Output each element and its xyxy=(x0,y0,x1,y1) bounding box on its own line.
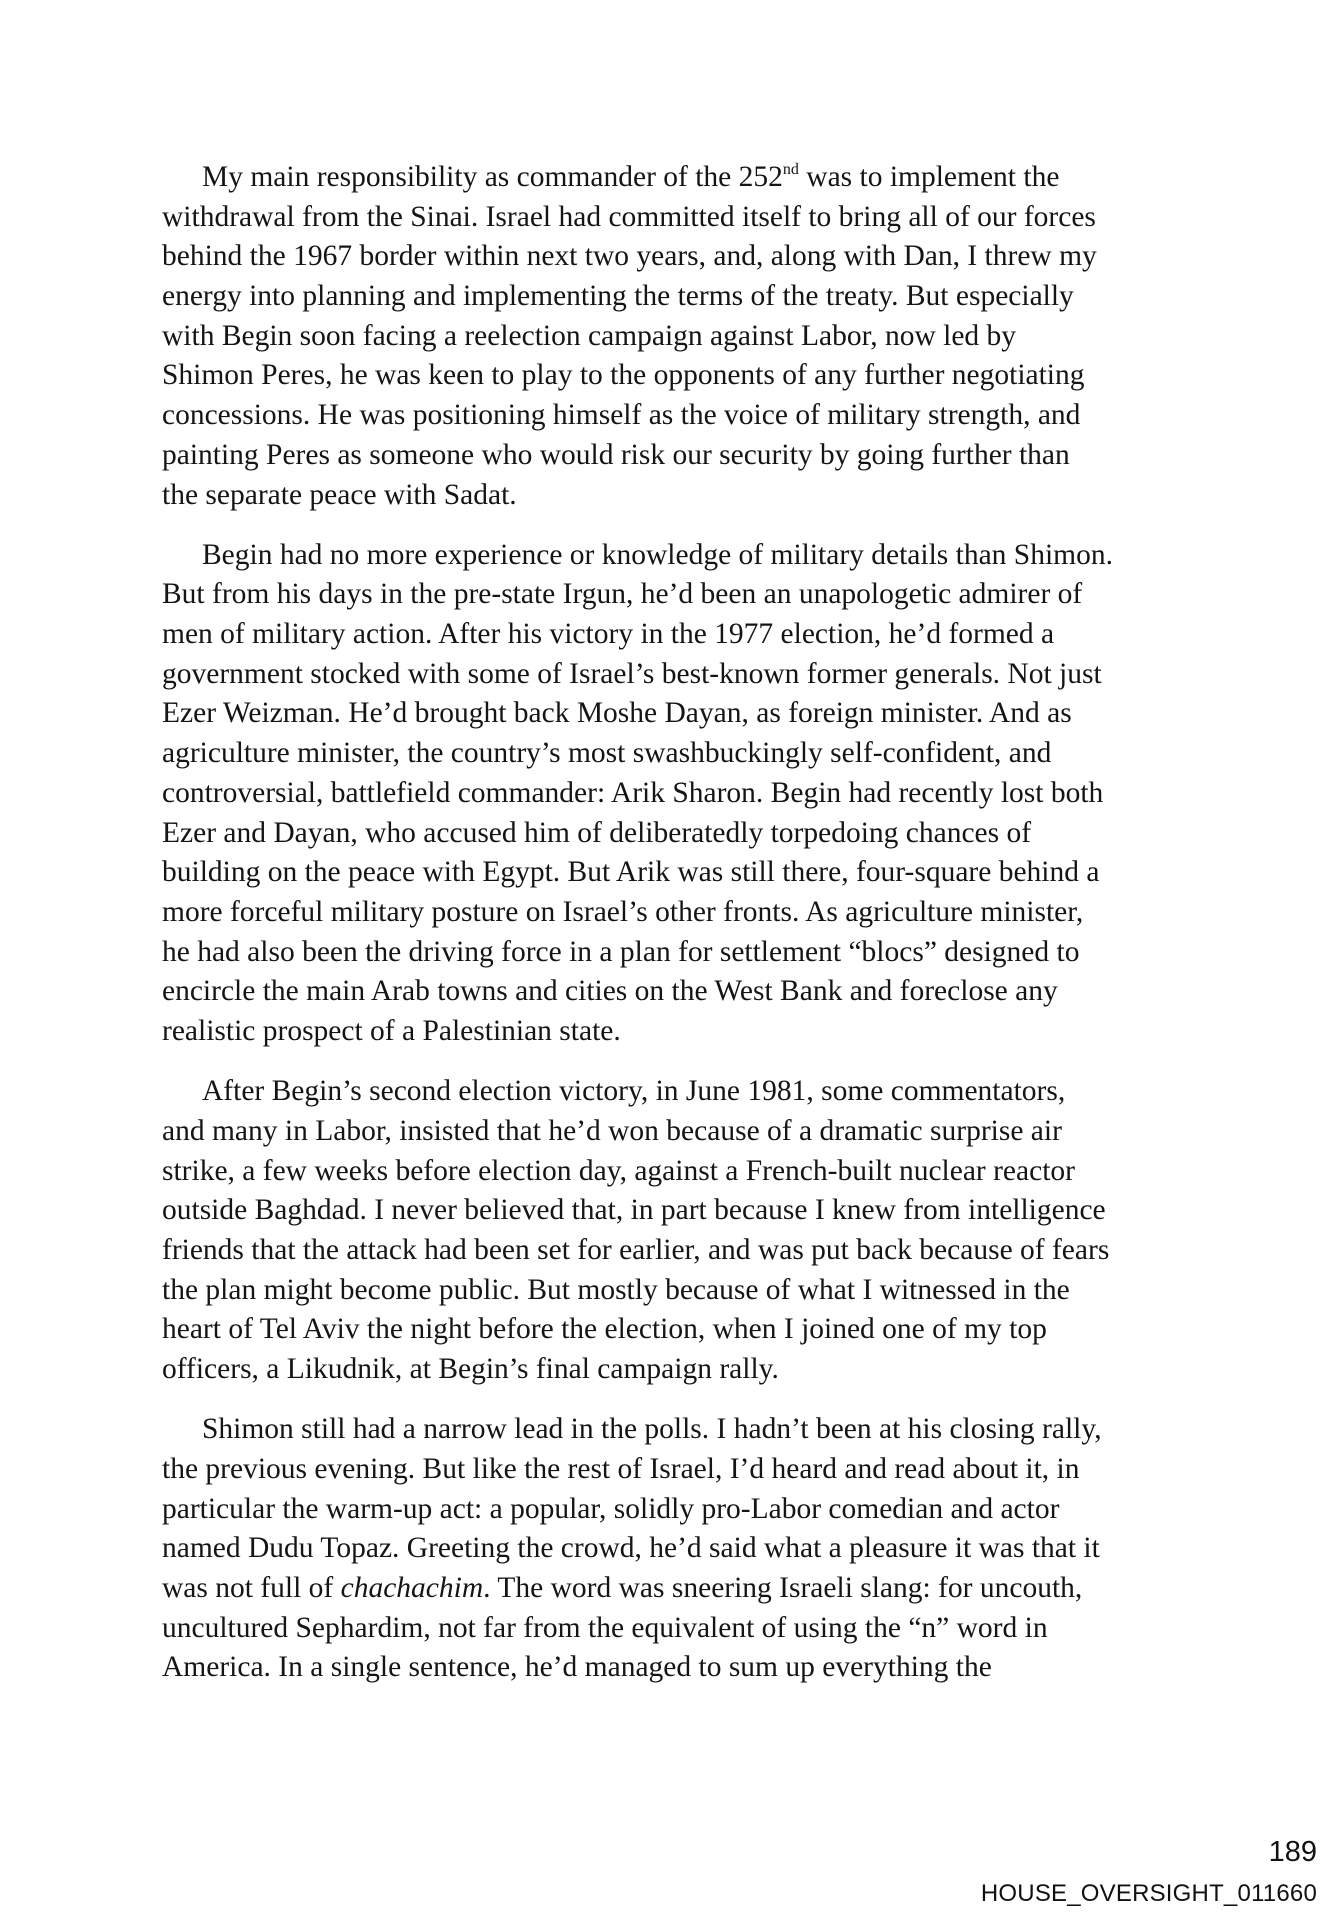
text-line: with Begin soon facing a reelection campaign against Labor, now led by xyxy=(162,319,1017,352)
text-line: energy into planning and implementing the terms of the treaty. But especially xyxy=(162,280,1074,313)
text-line: America. In a single sentence, he’d managed to sum up everything the xyxy=(162,1651,992,1684)
text-line xyxy=(162,158,1202,198)
text-line: agriculture minister, the country’s most swashbuckingly self-confident, and xyxy=(162,737,1052,770)
text-line: controversial, battlefield commander: Arik Sharon. Begin had recently lost both xyxy=(162,776,1104,809)
text-line: After Begin’s second election victory, in June 1981, some commentators, xyxy=(202,1075,1066,1108)
text-line: and many in Labor, insisted that he’d won because of a dramatic surprise air xyxy=(162,1114,1062,1147)
text-line: heart of Tel Aviv the night before the election, when I joined one of my top xyxy=(162,1313,1047,1346)
text-line: painting Peres as someone who would risk our security by going further than xyxy=(162,438,1070,471)
ordinal-suffix: nd xyxy=(782,161,799,178)
text-line: concessions. He was positioning himself as the voice of military strength, and xyxy=(162,399,1081,432)
paragraph-1 xyxy=(162,158,1202,515)
paragraph-3 xyxy=(162,1072,1202,1390)
text-line: Shimon Peres, he was keen to play to the opponents of any further negotiating xyxy=(162,359,1085,392)
text-line: more forceful military posture on Israel’s other fronts. As agriculture minister, xyxy=(162,895,1084,928)
text-line xyxy=(162,1569,1202,1609)
text-line: men of military action. After his victory in the 1977 election, he’d formed a xyxy=(162,618,1055,651)
text-line: Ezer and Dayan, who accused him of deliberatedly torpedoing chances of xyxy=(162,816,1032,849)
paragraph-2 xyxy=(162,536,1202,1052)
text-line: the plan might become public. But mostly because of what I witnessed in the xyxy=(162,1273,1070,1306)
text-line: government stocked with some of Israel’s best-known former generals. Not just xyxy=(162,657,1102,690)
text-line: Shimon still had a narrow lead in the polls. I hadn’t been at his closing rally, xyxy=(202,1413,1102,1446)
bates-number: HOUSE_OVERSIGHT_011660 xyxy=(980,1880,1317,1907)
text-line: the separate peace with Sadat. xyxy=(162,478,517,511)
text-line: officers, a Likudnik, at Begin’s final campaign rally. xyxy=(162,1352,779,1385)
text-line: outside Baghdad. I never believed that, in part because I knew from intelligence xyxy=(162,1194,1106,1227)
body-text xyxy=(162,158,1202,1708)
text-line: behind the 1967 border within next two years, and, along with Dan, I threw my xyxy=(162,240,1097,273)
text-line: he had also been the driving force in a plan for settlement “blocs” designed to xyxy=(162,935,1080,968)
text-line: the previous evening. But like the rest of Israel, I’d heard and read about it, in xyxy=(162,1452,1080,1485)
text-line: named Dudu Topaz. Greeting the crowd, he’d said what a pleasure it was that it xyxy=(162,1532,1100,1565)
text-fragment: was not full of xyxy=(162,1571,341,1604)
text-fragment: was to implement the xyxy=(798,161,1060,193)
text-line: encircle the main Arab towns and cities on the West Bank and foreclose any xyxy=(162,975,1058,1008)
italic-term: chachachim xyxy=(340,1571,484,1604)
text-line: Ezer Weizman. He’d brought back Moshe Dayan, as foreign minister. And as xyxy=(162,697,1072,730)
text-line: particular the warm-up act: a popular, solidly pro-Labor comedian and actor xyxy=(162,1492,1060,1525)
text-line: building on the peace with Egypt. But Arik was still there, four-square behind a xyxy=(162,856,1100,889)
text-line: friends that the attack had been set for earlier, and was put back because of fears xyxy=(162,1233,1110,1266)
text-line: Begin had no more experience or knowledge of military details than Shimon. xyxy=(202,538,1113,571)
text-line: But from his days in the pre-state Irgun, he’d been an unapologetic admirer of xyxy=(162,578,1083,611)
text-line: withdrawal from the Sinai. Israel had committed itself to bring all of our forces xyxy=(162,200,1096,233)
text-fragment: . The word was sneering Israeli slang: for uncouth, xyxy=(483,1571,1083,1604)
text-line: realistic prospect of a Palestinian state. xyxy=(162,1014,621,1047)
page-number: 189 xyxy=(1268,1836,1317,1868)
paragraph-4 xyxy=(162,1410,1202,1688)
text-line: strike, a few weeks before election day, against a French-built nuclear reactor xyxy=(162,1154,1075,1187)
text-fragment: My main responsibility as commander of the 252 xyxy=(202,161,783,193)
text-line: uncultured Sephardim, not far from the equivalent of using the “n” word in xyxy=(162,1611,1048,1644)
